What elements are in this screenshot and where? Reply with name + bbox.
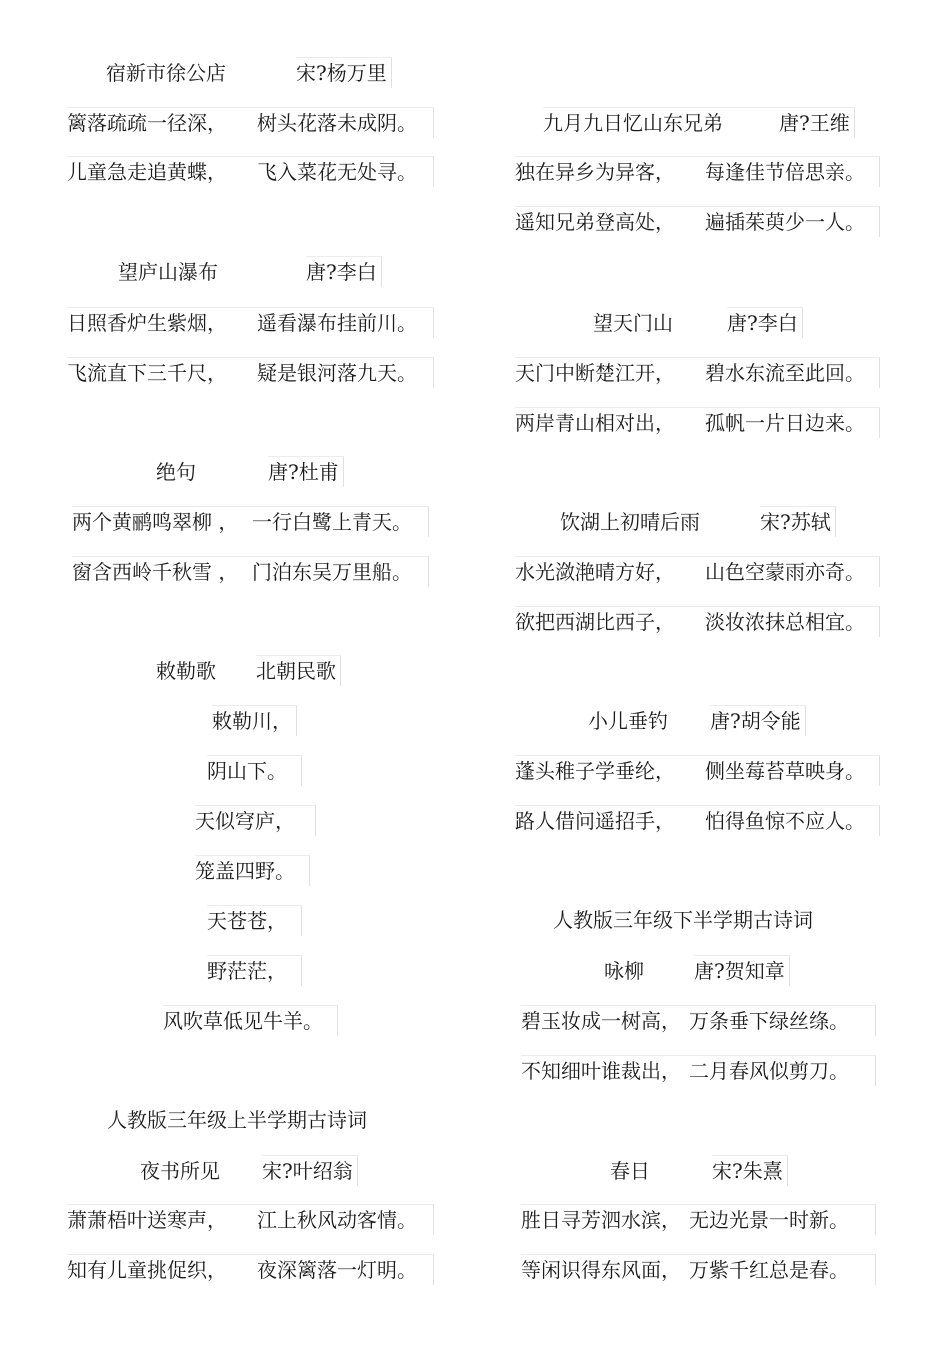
poem-verse-line (67, 1254, 434, 1285)
poem-title: 宿新市徐公店 (106, 61, 226, 85)
poem-title: 望天门山 (593, 311, 673, 335)
poem-title-line (156, 655, 341, 685)
verse-second-half: 遥看瀑布挂前川。 (257, 311, 417, 335)
poem-verse-line (515, 805, 880, 836)
verse-first-half: 两个黄鹂鸣翠柳 ， (72, 510, 239, 534)
poem-verse-line (521, 1254, 876, 1285)
poem-verse-line (67, 156, 434, 187)
poem-verse-line (515, 407, 880, 438)
verse-second-half: 怕得鱼惊不应人。 (705, 809, 865, 833)
verse-first-half: 独在异乡为异客， (515, 160, 675, 184)
poem-verse-line (72, 556, 429, 587)
poem-verse-line (521, 1204, 876, 1235)
poem-verse-line (515, 156, 880, 187)
verse-first-half: 等闲识得东风面， (521, 1258, 681, 1282)
poem-title-line (156, 456, 344, 486)
verse-second-half: 山色空蒙雨亦奇。 (705, 560, 865, 584)
section-heading: 人教版三年级上半学期古诗词 (107, 1108, 367, 1132)
verse-second-half: 一行白鹭上青天。 (252, 510, 412, 534)
verse-second-half: 淡妆浓抹总相宜。 (705, 610, 865, 634)
poem-verse-line (521, 1055, 876, 1086)
verse-second-half: 孤帆一片日边来。 (705, 411, 865, 435)
poem-verse-line: 风吹草低见牛羊。 (163, 1005, 338, 1036)
poem-title: 绝句 (156, 460, 196, 484)
poem-author: 宋?叶绍翁 (262, 1155, 358, 1186)
poem-author: 唐?李白 (727, 307, 803, 338)
verse-second-half: 碧水东流至此回。 (705, 361, 865, 385)
verse-first-half: 天门中断楚江开， (515, 361, 675, 385)
verse-second-half: 门泊东吴万里船。 (252, 560, 412, 584)
section-heading: 人教版三年级下半学期古诗词 (553, 908, 813, 932)
poem-title-line (560, 506, 836, 536)
verse-first-half: 胜日寻芳泗水滨， (521, 1208, 681, 1232)
poem-verse-line: 敕勒川， (212, 705, 297, 736)
poem-author: 唐?胡令能 (710, 705, 806, 736)
verse-second-half: 万紫千红总是春。 (689, 1258, 849, 1282)
poem-title-line (140, 1155, 358, 1185)
poem-title: 九月九日忆山东兄弟 (543, 107, 779, 138)
poem-title: 咏柳 (604, 959, 644, 983)
verse-second-half: 万条垂下绿丝绦。 (689, 1009, 849, 1033)
poem-verse-line (515, 755, 880, 786)
poem-title-line (604, 955, 790, 985)
verse-second-half: 遍插茱萸少一人。 (705, 210, 865, 234)
poem-title: 春日 (610, 1159, 650, 1183)
verse-first-half: 路人借问遥招手， (515, 809, 675, 833)
poem-author: 宋?朱熹 (712, 1155, 788, 1186)
verse-first-half: 篱落疏疏一径深， (67, 111, 227, 135)
verse-first-half: 日照香炉生紫烟， (67, 311, 227, 335)
poem-title-line (593, 307, 803, 337)
verse-first-half: 儿童急走追黄蝶， (67, 160, 227, 184)
verse-second-half: 飞入菜花无处寻。 (257, 160, 417, 184)
poem-title: 饮湖上初晴后雨 (560, 510, 700, 534)
poem-verse-line: 天似穹庐， (195, 805, 316, 836)
verse-first-half: 知有儿童挑促织， (67, 1258, 227, 1282)
poem-verse-line (515, 556, 880, 587)
verse-first-half: 碧玉妆成一树高， (521, 1009, 681, 1033)
poem-title: 敕勒歌 (156, 659, 216, 683)
poem-title: 小儿垂钓 (588, 709, 668, 733)
poem-verse-line: 野茫茫， (207, 955, 302, 986)
poem-verse-line (72, 506, 429, 537)
poem-author: 唐?贺知章 (694, 955, 790, 986)
poem-verse-line (515, 206, 880, 237)
poem-verse-line (521, 1005, 876, 1036)
poem-verse-line (67, 107, 434, 138)
poem-title-line (610, 1155, 788, 1185)
verse-first-half: 两岸青山相对出， (515, 411, 675, 435)
verse-second-half: 二月春风似剪刀。 (689, 1059, 849, 1083)
poem-title-line (543, 107, 855, 137)
verse-first-half: 遥知兄弟登高处， (515, 210, 675, 234)
poem-verse-line (67, 307, 434, 338)
poem-title-line (118, 256, 382, 286)
poem-author: 唐?李白 (306, 256, 382, 287)
poem-verse-line: 笼盖四野。 (195, 855, 310, 886)
verse-first-half: 窗含西岭千秋雪 ， (72, 560, 239, 584)
poem-verse-line (515, 357, 880, 388)
verse-second-half: 侧坐莓苔草映身。 (705, 759, 865, 783)
poem-title-line (106, 57, 392, 87)
poem-author: 宋?杨万里 (296, 57, 392, 88)
verse-first-half: 不知细叶谁裁出， (521, 1059, 681, 1083)
poem-title: 望庐山瀑布 (118, 260, 218, 284)
poem-author: 唐?杜甫 (268, 456, 344, 487)
verse-second-half: 树头花落未成阴。 (257, 111, 417, 135)
poem-title: 夜书所见 (140, 1159, 220, 1183)
verse-first-half: 飞流直下三千尺， (67, 361, 227, 385)
verse-first-half: 萧萧梧叶送寒声， (67, 1208, 227, 1232)
verse-first-half: 水光潋滟晴方好， (515, 560, 675, 584)
poem-verse-line: 天苍苍， (207, 905, 302, 936)
verse-second-half: 疑是银河落九天。 (257, 361, 417, 385)
poem-verse-line: 阴山下。 (207, 755, 302, 786)
poem-verse-line (67, 1204, 434, 1235)
verse-first-half: 欲把西湖比西子， (515, 610, 675, 634)
poem-verse-line (67, 357, 434, 388)
verse-second-half: 夜深篱落一灯明。 (257, 1258, 417, 1282)
poem-author: 唐?王维 (779, 107, 855, 138)
poem-verse-line (515, 606, 880, 637)
verse-second-half: 无边光景一时新。 (689, 1208, 849, 1232)
verse-second-half: 江上秋风动客情。 (257, 1208, 417, 1232)
poem-author: 北朝民歌 (256, 655, 341, 686)
poem-author: 宋?苏轼 (760, 506, 836, 537)
poem-title-line (588, 705, 806, 735)
verse-second-half: 每逢佳节倍思亲。 (705, 160, 865, 184)
verse-first-half: 蓬头稚子学垂纶， (515, 759, 675, 783)
